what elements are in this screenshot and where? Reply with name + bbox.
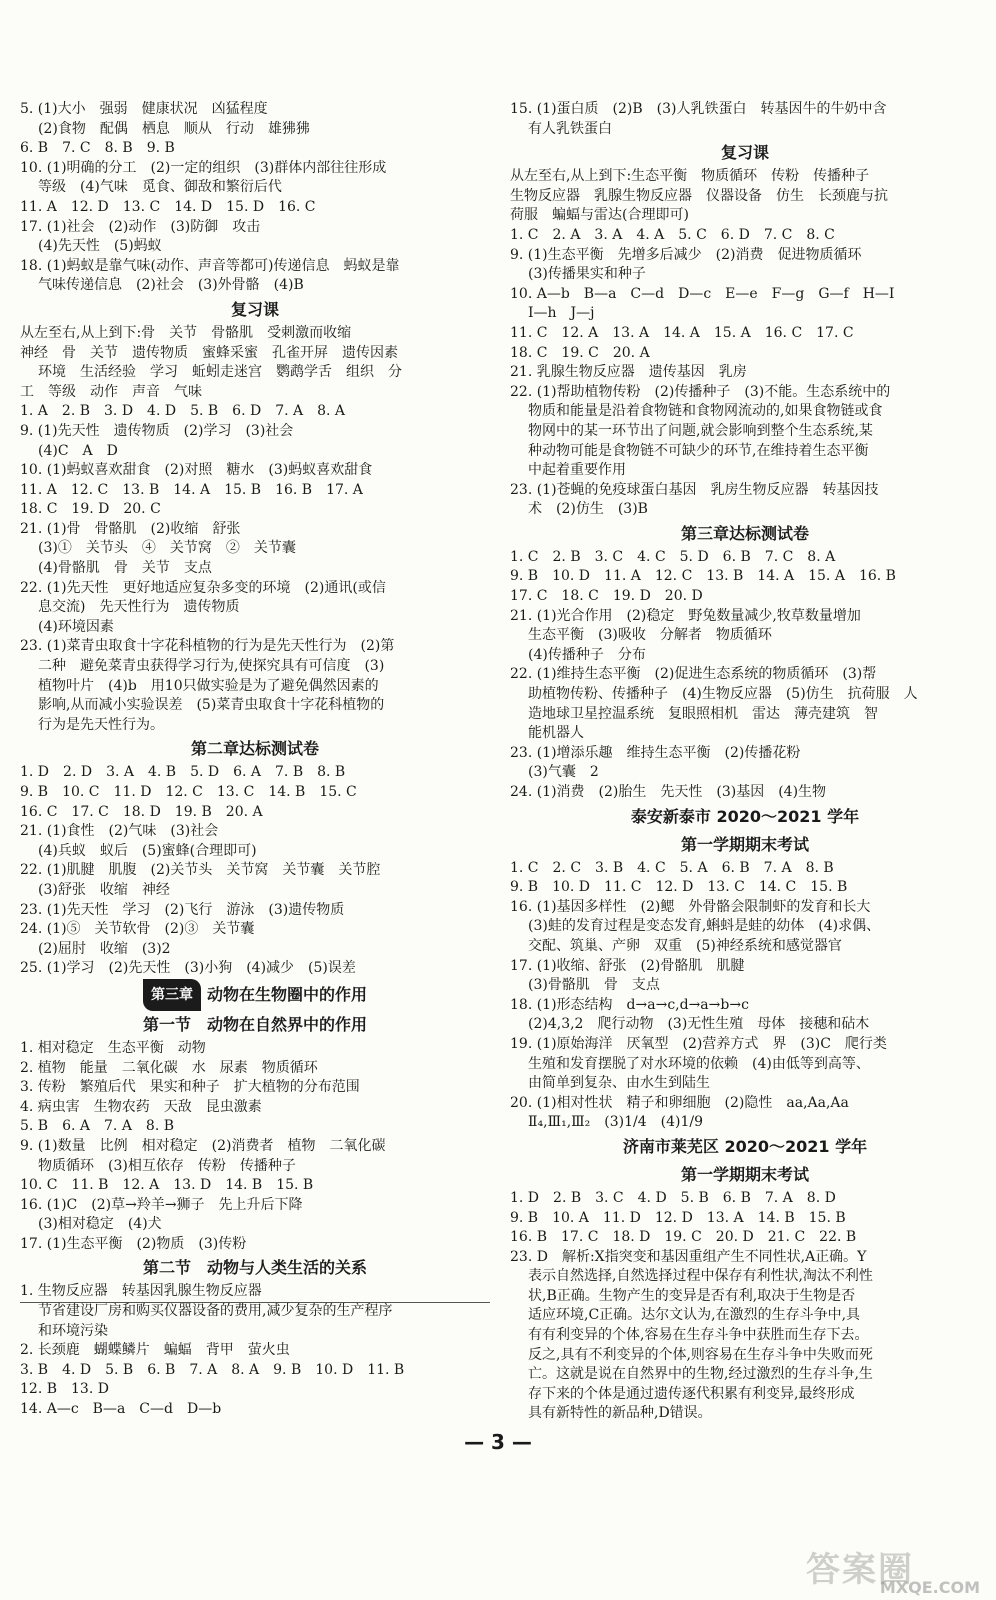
answer-line: 11. C 12. A 13. A 14. A 15. A 16. C 17. C [510,324,854,341]
left-column [20,100,490,1420]
answer-line: 1. 生物反应器 转基因乳腺生物反应器 [20,1283,262,1300]
answer-line: 造地球卫星控温系统 复眼照相机 雷达 薄壳建筑 智 [528,705,878,722]
answer-line: (3)相对稳定 (4)犬 [38,1216,162,1233]
answer-line: 术 (2)仿生 (3)B [528,501,648,518]
answer-line: 助植物传粉、传播种子 (4)生物反应器 (5)仿生 抗荷服 人 [528,686,918,703]
answer-line: 1. C 2. A 3. A 4. A 5. C 6. D 7. C 8. C [510,226,835,243]
answer-line: 17. C 18. C 19. D 20. D [510,588,703,605]
answer-line: 2. 长颈鹿 蝴蝶鳞片 蝙蝠 背甲 萤火虫 [20,1342,290,1359]
answer-line: 23. (1)苍蝇的免疫球蛋白基因 乳房生物反应器 转基因技 [510,481,879,498]
answer-line: 20. (1)相对性状 精子和卵细胞 (2)隐性 aa,Aa,Aa [510,1094,849,1111]
page-number: — 3 — [464,1430,532,1454]
answer-line: 21. 乳腺生物反应器 遗传基因 乳房 [510,364,747,381]
answer-line: 9. B 10. D 11. C 12. D 13. C 14. C 15. B [510,879,848,896]
answer-line: (4)环境因素 [38,618,114,635]
answer-line: 生殖和发育摆脱了对水环境的依赖 (4)由低等到高等、 [528,1055,870,1072]
answer-line: 22. (1)肌腱 肌腹 (2)关节头 关节窝 关节囊 关节腔 [20,862,381,879]
answer-line: 1. D 2. B 3. C 4. D 5. B 6. B 7. A 8. D [510,1189,836,1206]
section-heading: 复习课 [230,299,279,319]
answer-line: 17. (1)社会 (2)动作 (3)防御 攻击 [20,218,261,235]
section-heading: 泰安新泰市 2020～2021 学年 [630,806,860,826]
answer-line: 1. C 2. B 3. C 4. C 5. D 6. B 7. C 8. A [510,548,836,565]
answer-line: 有有利变异的个体,容易在生存斗争中获胜而生存下去。 [528,1327,869,1344]
section-heading: 第二章达标测试卷 [190,739,319,759]
answer-line: 二种 避免菜青虫获得学习行为,使探究具有可信度 (3) [38,658,385,675]
right-column [510,100,980,1424]
answer-line: 12. B 13. D [20,1381,109,1398]
answer-line: 5. B 6. A 7. A 8. B [20,1118,175,1135]
answer-line: 10. C 11. B 12. A 13. D 14. B 15. B [20,1177,314,1194]
answer-line: 23. (1)先天性 学习 (2)飞行 游泳 (3)遗传物质 [20,901,345,918]
answer-line: 植物叶片 (4)b 用10只做实验是为了避免偶然因素的 [38,677,379,694]
section-heading: 第一学期期末考试 [680,834,809,854]
answer-line: 交配、筑巢、产卵 双重 (5)神经系统和感觉器官 [528,937,842,954]
section-heading: 复习课 [720,143,769,163]
divider-line [20,1302,490,1303]
answer-line: (3)① 关节头 ④ 关节窝 ② 关节囊 [38,540,296,557]
answer-line: 10. (1)蚂蚁喜欢甜食 (2)对照 糖水 (3)蚂蚁喜欢甜食 [20,462,373,479]
answer-line: 1. D 2. D 3. A 4. B 5. D 6. A 7. B 8. B [20,764,346,781]
answer-line: 具有新特性的新品种,D错误。 [528,1405,712,1422]
section-heading: 第二节 动物与人类生活的关系 [142,1258,367,1278]
answer-line: 18. C 19. D 20. C [20,501,161,518]
watermark-logo-text: 答案圈 [806,1550,914,1590]
answer-line: 种动物可能是食物链不可缺少的环节,在维持着生态平衡 [528,442,869,459]
answer-line: 21. (1)光合作用 (2)稳定 野兔数量减少,牧草数量增加 [510,607,861,624]
answer-line: 16. B 17. C 18. D 19. C 20. D 21. C 22. B [510,1229,857,1246]
answer-line: 11. A 12. D 13. C 14. D 15. D 16. C [20,198,316,215]
answer-line: 9. (1)生态平衡 先增多后减少 (2)消费 促进物质循环 [510,246,862,263]
answer-line: 18. (1)蚂蚁是靠气味(动作、声音等都可)传递信息 蚂蚁是靠 [20,257,400,274]
answer-line: 19. (1)原始海洋 厌氧型 (2)营养方式 界 (3)C 爬行类 [510,1035,887,1052]
answer-line: 25. (1)学习 (2)先天性 (3)小狗 (4)减少 (5)误差 [20,960,356,977]
answer-line: (2)食物 配偶 栖息 顺从 行动 雄狒狒 [38,120,310,137]
answer-line: 9. (1)数量 比例 相对稳定 (2)消费者 植物 二氧化碳 [20,1137,386,1154]
answer-line: 16. C 17. C 18. D 19. B 20. A [20,803,263,820]
section-heading: 第三章达标测试卷 [680,523,809,543]
answer-line: 24. (1)⑤ 关节软骨 (2)③ 关节囊 [20,921,255,938]
answer-line: (3)蛙的发育过程是变态发育,蝌蚪是蛙的幼体 (4)求偶、 [528,918,881,935]
answer-line: I—h J—j [528,305,595,322]
answer-line: 21. (1)食性 (2)气味 (3)社会 [20,823,219,840]
answer-line: 9. B 10. C 11. D 12. C 13. C 14. B 15. C [20,784,357,800]
watermark-url: MXQE.COM [879,1578,980,1597]
answer-line: 气味传递信息 (2)社会 (3)外骨骼 (4)B [38,277,304,294]
answer-line: 16. (1)C (2)草→羚羊→狮子 先上升后下降 [20,1196,303,1213]
answer-line: 中起着重要作用 [528,462,626,479]
answer-line: 从左至右,从上到下:骨 关节 骨骼肌 受刺激而收缩 [20,324,352,341]
answer-line: 23. (1)菜青虫取食十字花科植物的行为是先天性行为 (2)第 [20,638,395,655]
chapter-title: 动物在生物圈中的作用 [206,984,367,1004]
answer-line: 2. 植物 能量 二氧化碳 水 尿素 物质循环 [20,1059,318,1076]
answer-line: 6. B 7. C 8. B 9. B [20,140,175,157]
answer-line: (3)气囊 2 [528,764,599,781]
section-heading: 第一学期期末考试 [680,1164,809,1184]
chapter-tag: 第三章 [143,979,201,1011]
answer-line: 17. (1)收缩、舒张 (2)骨骼肌 肌腱 [510,957,745,974]
answer-line: (4)兵蚁 蚁后 (5)蜜蜂(合理即可) [38,842,257,859]
answer-line: (4)C A D [38,442,118,459]
answer-line: 由简单到复杂、由水生到陆生 [528,1075,710,1092]
answer-line: 23. (1)增添乐趣 维持生态平衡 (2)传播花粉 [510,744,801,761]
answer-line: 3. 传粉 繁殖后代 果实和种子 扩大植物的分布范围 [20,1079,360,1096]
answer-line: 环境 生活经验 学习 蚯蚓走迷宫 鹦鹉学舌 组织 分 [38,364,402,381]
answer-line: 18. (1)形态结构 d→a→c,d→a→b→c [510,996,749,1013]
answer-line: 5. (1)大小 强弱 健康状况 凶猛程度 [20,101,268,117]
answer-line: (4)先天性 (5)蚂蚁 [38,238,162,255]
answer-line: (2)屈肘 收缩 (3)2 [38,940,171,957]
answer-line: 状,B正确。生物产生的变异是否有利,取决于生物是否 [528,1287,856,1304]
answer-line: 从左至右,从上到下:生态平衡 物质循环 传粉 传播种子 [510,168,870,185]
answer-line: 亡。这就是说在自然界中的生物,经过激烈的生存斗争,生 [528,1366,873,1383]
answer-line: (4)骨骼肌 骨 关节 支点 [38,560,212,577]
answer-line: 4. 病虫害 生物农药 天敌 昆虫激素 [20,1098,262,1115]
answer-line: (3)骨骼肌 骨 支点 [528,977,660,994]
answer-line: (3)舒张 收缩 神经 [38,881,170,898]
answer-line: 工 等级 动作 声音 气味 [20,383,202,400]
answer-line: 行为是先天性行为。 [38,716,164,733]
answer-line: 24. (1)消费 (2)胎生 先天性 (3)基因 (4)生物 [510,784,827,800]
answer-line: 15. (1)蛋白质 (2)B (3)人乳铁蛋白 转基因牛的牛奶中含 [510,101,887,117]
answer-line: 17. (1)生态平衡 (2)物质 (3)传粉 [20,1235,247,1252]
answer-line: 22. (1)帮助植物传粉 (2)传播种子 (3)不能。生态系统中的 [510,383,891,400]
answer-line: 22. (1)先天性 更好地适应复杂多变的环境 (2)通讯(或信 [20,579,386,596]
answer-line: 生态平衡 (3)吸收 分解者 物质循环 [528,627,772,644]
answer-line: 3. B 4. D 5. B 6. B 7. A 8. A 9. B 10. D 11. B [20,1361,405,1378]
answer-line: 9. (1)先天性 遗传物质 (2)学习 (3)社会 [20,422,294,439]
answer-line: 物质和能量是沿着食物链和食物网流动的,如果食物链或食 [528,403,883,420]
answer-line: 物网中的某一环节出了问题,就会影响到整个生态系统,某 [528,422,873,439]
answer-line: (4)传播种子 分布 [528,646,646,663]
answer-line: 表示自然选择,自然选择过程中保存有利性状,淘汰不利性 [528,1268,873,1285]
answer-line: 1. C 2. C 3. B 4. C 5. A 6. B 7. A 8. B [510,859,834,876]
answer-line: 1. A 2. B 3. D 4. D 5. B 6. D 7. A 8. A [20,403,346,420]
answer-line: 18. C 19. C 20. A [510,344,650,361]
answer-line: 23. D 解析:X指突变和基因重组产生不同性状,A正确。Y [510,1248,867,1265]
answer-line: 息交流) 先天性行为 遗传物质 [38,599,240,616]
answer-line: 22. (1)维持生态平衡 (2)促进生态系统的物质循环 (3)帮 [510,666,877,683]
answer-line: 神经 骨 关节 遗传物质 蜜蜂采蜜 孔雀开屏 遗传因素 [20,344,398,361]
answer-line: 存下来的个体是通过遗传逐代积累有利变异,最终形成 [528,1385,855,1402]
section-heading: 济南市莱芜区 2020～2021 学年 [622,1136,868,1156]
answer-line: 物质循环 (3)相互依存 传粉 传播种子 [38,1157,296,1174]
answer-line: (3)传播果实和种子 [528,266,646,283]
answer-line: (2)4,3,2 爬行动物 (3)无性生殖 母体 接穗和砧木 [528,1016,870,1033]
answer-line: 9. B 10. A 11. D 12. D 13. A 14. B 15. B [510,1209,846,1226]
answer-line: 11. A 12. C 13. B 14. A 15. B 16. B 17. A [20,481,363,498]
answer-line: 节省建设厂房和购买仪器设备的费用,减少复杂的生产程序 [38,1303,393,1320]
answer-line: 10. A—b B—a C—d D—c E—e F—g G—f H—I [510,285,895,302]
answer-line: Ⅱ₄,Ⅲ₁,Ⅲ₂ (3)1/4 (4)1/9 [528,1114,703,1131]
answer-line: 适应环境,C正确。达尔文认为,在激烈的生存斗争中,具 [528,1307,861,1324]
answer-line: 有人乳铁蛋白 [528,120,612,137]
answer-line: 1. 相对稳定 生态平衡 动物 [20,1039,206,1056]
answer-line: 14. A—c B—a C—d D—b [20,1401,222,1418]
answer-line: 16. (1)基因多样性 (2)鳃 外骨骼会限制虾的发育和长大 [510,898,871,915]
answer-line: 荷服 蝙蝠与雷达(合理即可) [510,207,689,224]
answer-line: 反之,具有不利变异的个体,则容易在生存斗争中失败而死 [528,1346,873,1363]
answer-line: 等级 (4)气味 觅食、御敌和繁衍后代 [38,179,282,196]
section-heading: 第一节 动物在自然界中的作用 [142,1014,367,1034]
answer-line: 和环境污染 [38,1322,108,1339]
chapter-heading [20,979,490,1011]
answer-line: 9. B 10. D 11. A 12. C 13. B 14. A 15. A 16. B [510,568,896,585]
answer-line: 影响,从而减小实验误差 (5)菜青虫取食十字花科植物的 [38,697,385,714]
answer-line: 生物反应器 乳腺生物反应器 仪器设备 仿生 长颈鹿与抗 [510,187,888,204]
answer-line: 能机器人 [528,725,584,742]
answer-line: 21. (1)骨 骨骼肌 (2)收缩 舒张 [20,520,241,537]
answer-line: 10. (1)明确的分工 (2)一定的组织 (3)群体内部往往形成 [20,159,387,176]
